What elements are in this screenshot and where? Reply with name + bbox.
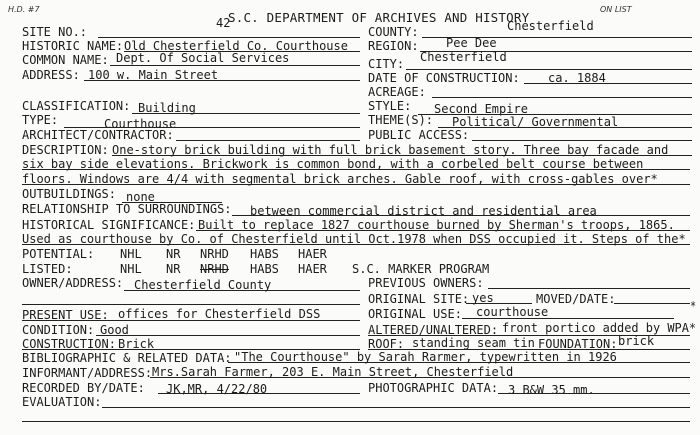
recorded-label: RECORDED BY/DATE: <box>22 381 145 395</box>
altered-label: ALTERED/UNALTERED: <box>368 323 499 337</box>
foundation-label: FOUNDATION: <box>538 337 618 351</box>
biblio-label: BIBLIOGRAPHIC & RELATED DATA: <box>22 351 232 365</box>
listed-nhl: NHL <box>120 262 142 276</box>
listed-habs: HABS <box>250 262 279 276</box>
informant-line <box>150 377 690 378</box>
biblio-line <box>228 362 690 363</box>
original-site-line <box>466 303 532 304</box>
address-value: 100 w. Main Street <box>88 68 219 82</box>
evaluation-line-2 <box>22 421 690 422</box>
photo-value: 3 B&W 35 mm. <box>508 383 595 397</box>
region-label: REGION: <box>368 39 419 53</box>
city-label: CITY: <box>368 57 405 71</box>
county-value: Chesterfield <box>507 19 594 33</box>
foundation-value: brick <box>618 334 655 348</box>
classification-label: CLASSIFICATION: <box>22 99 131 113</box>
biblio-value: "The Courthouse" by Sarah Rarmer, typewritten in 1926 <box>234 350 617 364</box>
relationship-value: between commercial district and residential area <box>250 204 597 218</box>
themes-label: THEME(S): <box>368 113 434 127</box>
recorded-line <box>158 393 360 394</box>
style-label: STYLE: <box>368 99 412 113</box>
address-line <box>84 80 360 81</box>
description-label: DESCRIPTION: <box>22 143 109 157</box>
description-underline-1 <box>112 155 692 156</box>
potential-habs: HABS <box>250 247 279 261</box>
present-use-label: PRESENT USE: <box>22 308 109 322</box>
form-title: S.C. DEPARTMENT OF ARCHIVES AND HISTORY <box>228 10 530 25</box>
potential-nr: NR <box>166 247 181 261</box>
evaluation-label: EVALUATION: <box>22 395 102 409</box>
original-use-value: courthouse <box>476 305 549 319</box>
description-line-3: floors. Windows are 4/4 with segmental brick arches. Gable roof, with cross-gables over* <box>22 172 658 186</box>
original-site-label: ORIGINAL SITE: <box>368 292 470 306</box>
listed-haer: HAER <box>298 262 327 276</box>
recorded-value: JK,MR, 4/22/80 <box>166 382 268 396</box>
historic-name-label: HISTORIC NAME: <box>22 39 124 53</box>
outbuildings-value: none <box>126 190 155 204</box>
date-construction-value: ca. 1884 <box>548 71 606 85</box>
owner-value: Chesterfield County <box>134 278 272 292</box>
region-value: Pee Dee <box>446 36 497 50</box>
description-underline-3 <box>22 184 690 185</box>
owner-label: OWNER/ADDRESS: <box>22 276 124 290</box>
potential-nrhd: NRHD <box>200 247 229 261</box>
photo-line <box>498 393 690 394</box>
significance-label: HISTORICAL SIGNIFICANCE: <box>22 218 196 232</box>
site-no-label: SITE NO.: <box>22 25 88 39</box>
potential-haer: HAER <box>298 247 327 261</box>
city-line <box>406 69 692 70</box>
listed-nr: NR <box>166 262 181 276</box>
county-label: COUNTY: <box>368 25 419 39</box>
listed-label: LISTED: <box>22 262 73 276</box>
date-construction-line <box>524 83 692 84</box>
classification-value: Building <box>138 101 196 115</box>
construction-label: CONSTRUCTION: <box>22 337 116 351</box>
themes-line <box>438 127 692 128</box>
acreage-line <box>432 97 692 98</box>
roof-value: standing seam tin <box>412 336 535 350</box>
condition-line <box>96 335 360 336</box>
outbuildings-label: OUTBUILDINGS: <box>22 187 116 201</box>
site-no-value: 42 <box>216 16 231 30</box>
architect-label: ARCHITECT/CONTRACTOR: <box>22 128 174 142</box>
potential-nhl: NHL <box>120 247 142 261</box>
public-access-line <box>472 140 692 141</box>
architect-line <box>176 140 360 141</box>
photo-label: PHOTOGRAPHIC DATA: <box>368 381 499 395</box>
previous-owners-line <box>488 288 690 289</box>
evaluation-line <box>102 407 690 408</box>
description-line-1: One-story brick building with full brick basement story. Three bay facade and <box>112 143 669 157</box>
historic-name-value: Old Chesterfield Co. Courthouse <box>124 39 348 53</box>
roof-label: ROOF: <box>368 337 405 351</box>
present-use-value: offices for Chesterfield DSS <box>118 307 321 321</box>
type-label: TYPE: <box>22 113 59 127</box>
original-site-value: yes <box>472 291 494 305</box>
significance-underline-1 <box>196 230 690 231</box>
public-access-label: PUBLIC ACCESS: <box>368 128 470 142</box>
condition-label: CONDITION: <box>22 323 95 337</box>
relationship-line <box>232 215 690 216</box>
common-name-value: Dept. Of Social Services <box>116 51 290 65</box>
altered-value: front portico added by WPA* <box>502 321 697 335</box>
informant-value: Mrs.Sarah Farmer, 203 E. Main Street, Chesterfield <box>152 365 514 379</box>
significance-underline-2 <box>22 244 690 245</box>
listed-nrhd: NRHD <box>200 262 229 276</box>
city-value: Chesterfield <box>420 50 507 64</box>
description-underline-2 <box>22 169 690 170</box>
handwritten-on-list: ON LIST <box>600 5 632 14</box>
relationship-label: RELATIONSHIP TO SURROUNDINGS: <box>22 202 232 216</box>
date-construction-label: DATE OF CONSTRUCTION: <box>368 71 520 85</box>
moved-date-label: MOVED/DATE: <box>536 292 616 306</box>
classification-line <box>132 113 360 114</box>
themes-value: Political/ Governmental <box>452 115 619 129</box>
original-use-line <box>462 318 674 319</box>
significance-line-1: Built to replace 1827 courthouse burned by Sherman's troops, 1865. <box>198 218 675 232</box>
site-no-line <box>98 37 360 38</box>
present-use-line <box>22 320 360 321</box>
previous-owners-label: PREVIOUS OWNERS: <box>368 276 484 290</box>
significance-line-2: Used as courthouse by Co. of Chesterfield until Oct.1978 when DSS occupied it. Steps of the* <box>22 232 686 246</box>
owner-line-2 <box>22 304 360 305</box>
description-line-2: six bay side elevations. Brickwork is common bond, with a corbeled belt course between <box>22 157 644 171</box>
moved-date-line <box>614 303 690 304</box>
potential-label: POTENTIAL: <box>22 247 95 261</box>
style-value: Second Empire <box>434 102 528 116</box>
original-use-label: ORIGINAL USE: <box>368 307 462 321</box>
condition-value: Good <box>100 323 129 337</box>
construction-value: Brick <box>118 337 155 351</box>
margin-asterisk: * <box>690 299 697 313</box>
acreage-label: ACREAGE: <box>368 85 426 99</box>
informant-label: INFORMANT/ADDRESS: <box>22 366 153 380</box>
handwritten-hd-number: H.D. #7 <box>8 5 40 14</box>
common-name-label: COMMON NAME: <box>22 53 109 67</box>
common-name-line <box>110 65 360 66</box>
marker-program: S.C. MARKER PROGRAM <box>352 262 490 276</box>
address-label: ADDRESS: <box>22 68 80 82</box>
owner-line <box>124 290 360 291</box>
type-value: Courthouse <box>104 117 177 131</box>
